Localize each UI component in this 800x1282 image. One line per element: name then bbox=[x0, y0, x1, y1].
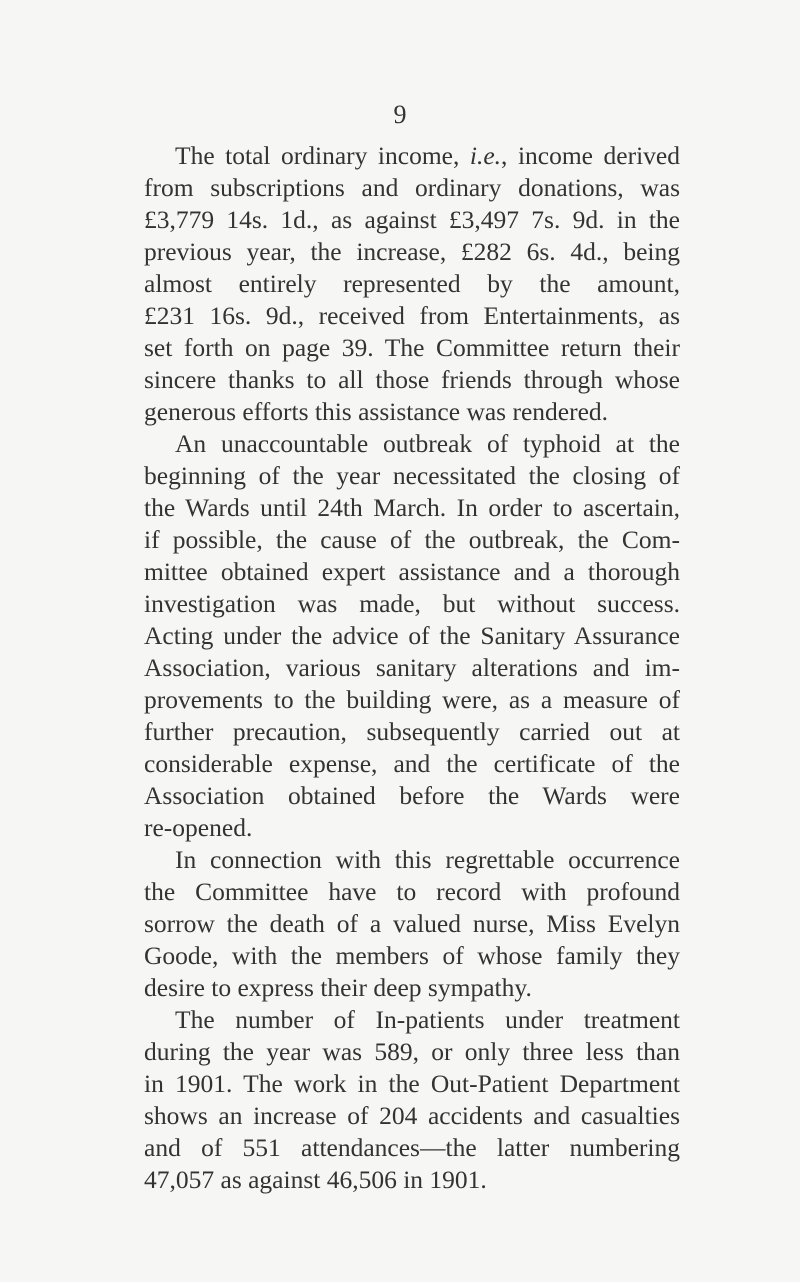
text-line: set forth on page 39. The Committee return their bbox=[144, 333, 680, 362]
text-line: the Wards until 24th March. In order to ascertain, bbox=[144, 493, 680, 522]
text-line: provements to the building were, as a measure of bbox=[144, 685, 680, 714]
text-line: mittee obtained expert assistance and a thorough bbox=[144, 557, 680, 586]
text-line: almost entirely represented by the amount, bbox=[144, 269, 680, 298]
text-line: Association obtained before the Wards were bbox=[144, 781, 680, 810]
text-line: desire to express their deep sympathy. bbox=[144, 973, 532, 1002]
text-line: 47,057 as against 46,506 in 1901. bbox=[144, 1165, 487, 1194]
page-number: 9 bbox=[393, 100, 407, 129]
text-line: An unaccountable outbreak of typhoid at the bbox=[175, 429, 680, 458]
text-line: if possible, the cause of the outbreak, the Com- bbox=[144, 525, 680, 554]
text-line: £231 16s. 9d., received from Entertainments, as bbox=[144, 301, 680, 330]
text-line: re-opened. bbox=[144, 813, 253, 842]
text-line: the Committee have to record with profound bbox=[144, 877, 680, 906]
text-line: in 1901. The work in the Out-Patient Department bbox=[144, 1069, 680, 1098]
text-line: Acting under the advice of the Sanitary Assurance bbox=[144, 621, 680, 650]
body-text bbox=[144, 140, 680, 1196]
text-line: previous year, the increase, £282 6s. 4d., being bbox=[144, 237, 680, 266]
text-line: shows an increase of 204 accidents and casualties bbox=[144, 1101, 680, 1130]
text-line: £3,779 14s. 1d., as against £3,497 7s. 9d. in the bbox=[144, 205, 680, 234]
text-line: considerable expense, and the certificate of the bbox=[144, 749, 680, 778]
text-line: The total ordinary income, i.e., income derived bbox=[175, 141, 680, 170]
text-line: sincere thanks to all those friends through whose bbox=[144, 365, 680, 394]
text-line: Association, various sanitary alterations and im- bbox=[144, 653, 680, 682]
text-line: In connection with this regrettable occurrence bbox=[175, 845, 680, 874]
text-line: Goode, with the members of whose family they bbox=[144, 941, 680, 970]
text-line: generous efforts this assistance was rendered. bbox=[144, 397, 609, 426]
text-line: and of 551 attendances—the latter numbering bbox=[144, 1133, 680, 1162]
text-line: investigation was made, but without success. bbox=[144, 589, 680, 618]
text-line: during the year was 589, or only three less than bbox=[144, 1037, 680, 1066]
text-line: further precaution, subsequently carried out at bbox=[144, 717, 680, 746]
text-line: from subscriptions and ordinary donations, was bbox=[144, 173, 680, 202]
text-line: The number of In-patients under treatment bbox=[175, 1005, 680, 1034]
text-line: sorrow the death of a valued nurse, Miss Evelyn bbox=[144, 909, 680, 938]
text-line: beginning of the year necessitated the closing of bbox=[144, 461, 680, 490]
